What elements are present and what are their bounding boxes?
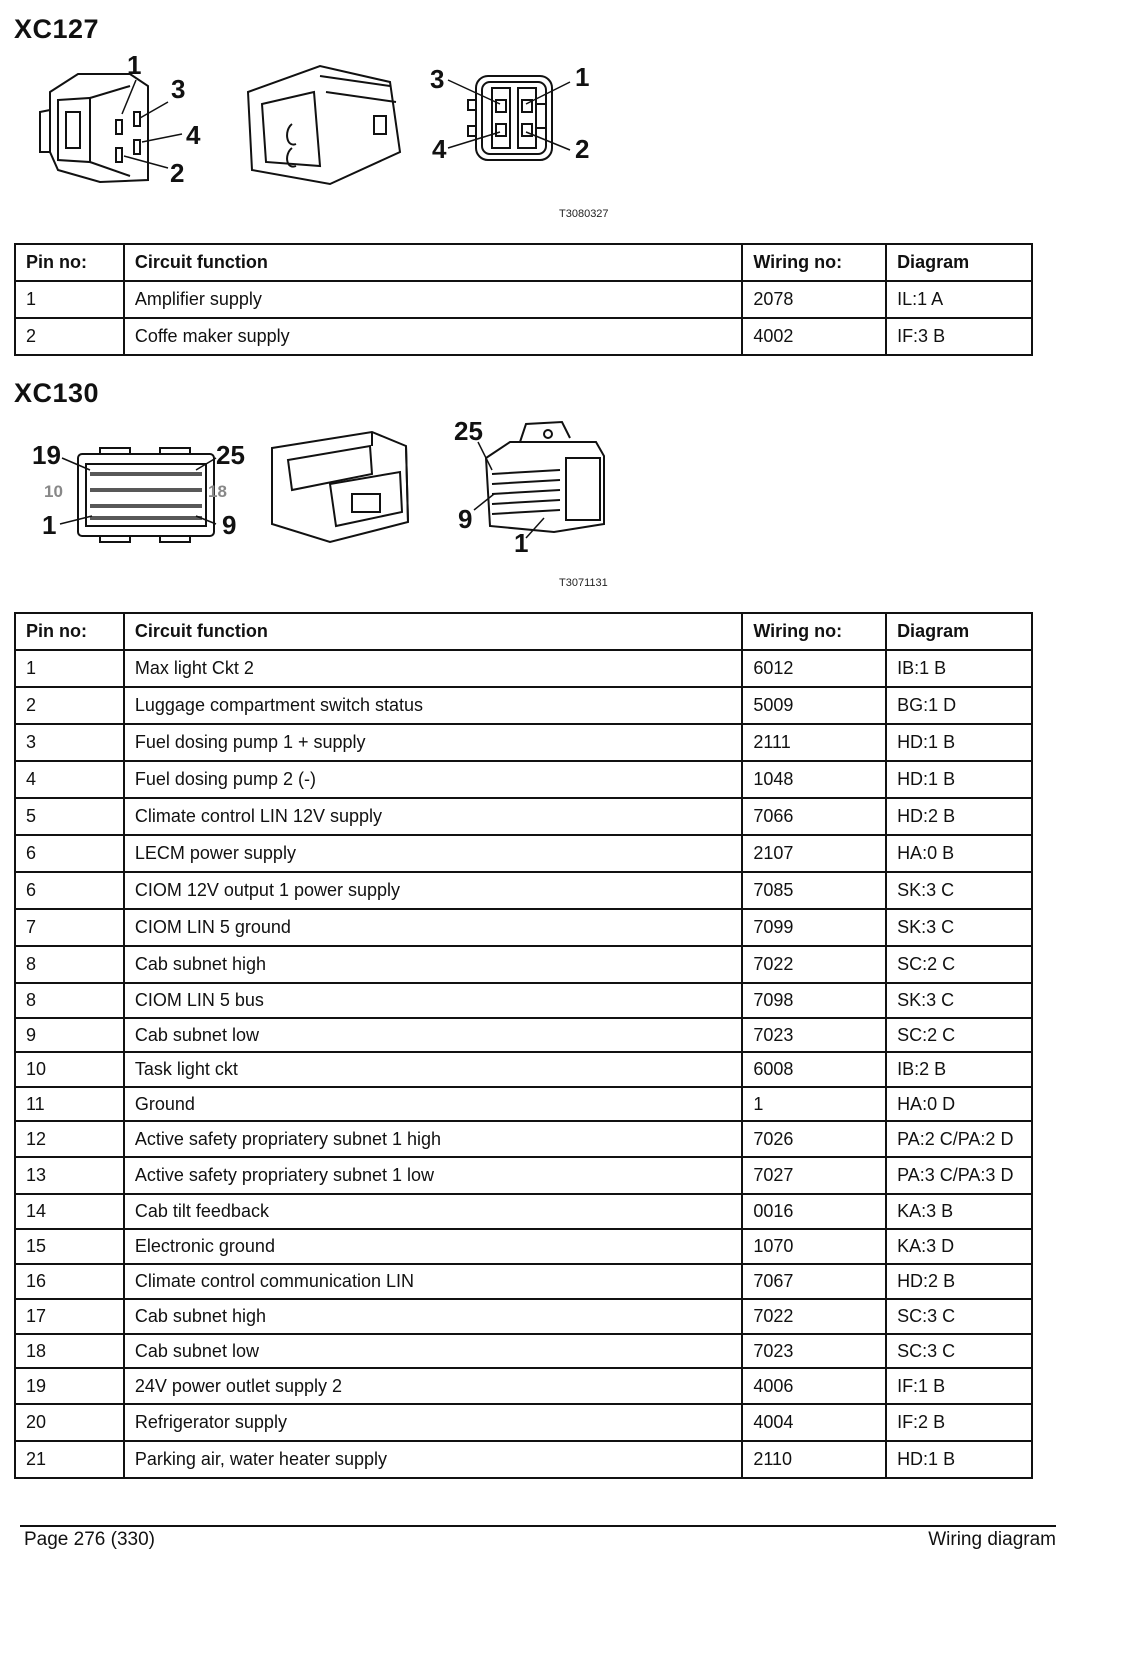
table-row <box>15 1334 1032 1368</box>
circuit-function-cell: Fuel dosing pump 2 (-) <box>124 761 742 798</box>
wiring-no-cell: 7067 <box>742 1264 886 1299</box>
xc127-face-pin-label-1: 1 <box>575 62 590 92</box>
circuit-function-cell: CIOM LIN 5 bus <box>124 983 742 1018</box>
pin-no-cell: 9 <box>15 1018 124 1052</box>
header-circuit-function: Circuit function <box>124 613 742 650</box>
table-row <box>15 946 1032 983</box>
connector-xc130-drawing <box>30 414 630 564</box>
circuit-function-cell: Fuel dosing pump 1 + supply <box>124 724 742 761</box>
table-row <box>15 687 1032 724</box>
wiring-no-cell: 1 <box>742 1087 886 1121</box>
footer-document-title: Wiring diagram <box>928 1529 1056 1550</box>
xc130-side-pin-label-9: 9 <box>458 504 473 534</box>
circuit-function-cell: 24V power outlet supply 2 <box>124 1368 742 1404</box>
xc130-pin-label-10: 10 <box>44 482 63 501</box>
xc130-side-pin-label-25: 25 <box>454 416 483 446</box>
pin-no-cell: 7 <box>15 909 124 946</box>
table-row <box>15 983 1032 1018</box>
pin-no-cell: 16 <box>15 1264 124 1299</box>
header-pin-no: Pin no: <box>15 613 124 650</box>
pin-table-xc127 <box>14 243 1033 356</box>
wiring-no-cell: 7099 <box>742 909 886 946</box>
pin-no-cell: 1 <box>15 650 124 687</box>
diagram-cell: IB:2 B <box>886 1052 1032 1087</box>
wiring-no-cell: 6012 <box>742 650 886 687</box>
table-row <box>15 1404 1032 1441</box>
table-row <box>15 1299 1032 1334</box>
wiring-no-cell: 7066 <box>742 798 886 835</box>
pin-no-cell: 8 <box>15 946 124 983</box>
pin-no-cell: 5 <box>15 798 124 835</box>
wiring-no-cell: 4004 <box>742 1404 886 1441</box>
connector-heading-xc127: XC127 <box>14 14 100 44</box>
table-row <box>15 1194 1032 1229</box>
table-row <box>15 835 1032 872</box>
xc130-side-pin-label-1: 1 <box>514 528 529 558</box>
table-row <box>15 909 1032 946</box>
diagram-cell: BG:1 D <box>886 687 1032 724</box>
pin-table-xc130 <box>14 612 1033 1479</box>
diagram-cell: HD:2 B <box>886 798 1032 835</box>
circuit-function-cell: Refrigerator supply <box>124 1404 742 1441</box>
circuit-function-cell: CIOM 12V output 1 power supply <box>124 872 742 909</box>
diagram-cell: SK:3 C <box>886 909 1032 946</box>
wiring-no-cell: 7085 <box>742 872 886 909</box>
table-row <box>15 281 1032 318</box>
wiring-no-cell: 2107 <box>742 835 886 872</box>
circuit-function-cell: Cab subnet low <box>124 1334 742 1368</box>
circuit-function-cell: Coffe maker supply <box>124 318 742 355</box>
xc130-pin-label-25: 25 <box>216 440 245 470</box>
xc127-face-pin-label-4: 4 <box>432 134 447 164</box>
wiring-no-cell: 2078 <box>742 281 886 318</box>
wiring-no-cell: 2111 <box>742 724 886 761</box>
table-row <box>15 1087 1032 1121</box>
diagram-cell: KA:3 B <box>886 1194 1032 1229</box>
xc130-pin-label-1: 1 <box>42 510 57 540</box>
pin-no-cell: 12 <box>15 1121 124 1157</box>
wiring-no-cell: 7026 <box>742 1121 886 1157</box>
diagram-cell: HD:1 B <box>886 761 1032 798</box>
diagram-cell: IB:1 B <box>886 650 1032 687</box>
diagram-cell: IL:1 A <box>886 281 1032 318</box>
table-row <box>15 798 1032 835</box>
diagram-cell: PA:2 C/PA:2 D <box>886 1121 1032 1157</box>
circuit-function-cell: Task light ckt <box>124 1052 742 1087</box>
diagram-cell: SC:2 C <box>886 946 1032 983</box>
pin-no-cell: 15 <box>15 1229 124 1264</box>
circuit-function-cell: Cab subnet high <box>124 946 742 983</box>
xc127-face-pin-label-3: 3 <box>430 64 445 94</box>
table-row <box>15 1121 1032 1157</box>
wiring-no-cell: 1048 <box>742 761 886 798</box>
table-row <box>15 1157 1032 1194</box>
xc130-pin-label-18: 18 <box>208 482 227 501</box>
pin-no-cell: 3 <box>15 724 124 761</box>
wiring-no-cell: 4002 <box>742 318 886 355</box>
diagram-cell: KA:3 D <box>886 1229 1032 1264</box>
pin-no-cell: 14 <box>15 1194 124 1229</box>
circuit-function-cell: Active safety propriatery subnet 1 high <box>124 1121 742 1157</box>
wiring-no-cell: 5009 <box>742 687 886 724</box>
table-row <box>15 318 1032 355</box>
circuit-function-cell: Amplifier supply <box>124 281 742 318</box>
figure-code-xc130: T3071131 <box>559 577 608 589</box>
table-row <box>15 1441 1032 1478</box>
circuit-function-cell: Cab subnet low <box>124 1018 742 1052</box>
table-row <box>15 1229 1032 1264</box>
table-row <box>15 872 1032 909</box>
xc127-face-pin-label-2: 2 <box>575 134 590 164</box>
connector-xc127-drawing <box>30 52 630 202</box>
diagram-cell: HA:0 B <box>886 835 1032 872</box>
wiring-no-cell: 4006 <box>742 1368 886 1404</box>
diagram-cell: SC:3 C <box>886 1299 1032 1334</box>
diagram-cell: IF:1 B <box>886 1368 1032 1404</box>
wiring-no-cell: 7022 <box>742 1299 886 1334</box>
xc127-pin-label-3: 3 <box>171 74 186 104</box>
pin-no-cell: 18 <box>15 1334 124 1368</box>
pin-no-cell: 11 <box>15 1087 124 1121</box>
wiring-no-cell: 7022 <box>742 946 886 983</box>
wiring-no-cell: 7027 <box>742 1157 886 1194</box>
circuit-function-cell: LECM power supply <box>124 835 742 872</box>
xc130-pin-label-9: 9 <box>222 510 237 540</box>
wiring-no-cell: 2110 <box>742 1441 886 1478</box>
wiring-no-cell: 0016 <box>742 1194 886 1229</box>
xc127-pin-label-2: 2 <box>170 158 185 188</box>
header-wiring-no: Wiring no: <box>742 244 886 281</box>
pin-no-cell: 6 <box>15 835 124 872</box>
table-row <box>15 1018 1032 1052</box>
table-row <box>15 761 1032 798</box>
table-header-row <box>15 613 1032 650</box>
figure-code-xc127: T3080327 <box>559 208 609 220</box>
pin-no-cell: 8 <box>15 983 124 1018</box>
pin-no-cell: 10 <box>15 1052 124 1087</box>
pin-no-cell: 17 <box>15 1299 124 1334</box>
pin-no-cell: 19 <box>15 1368 124 1404</box>
connector-xc127-figure <box>30 52 630 202</box>
table-row <box>15 724 1032 761</box>
circuit-function-cell: Luggage compartment switch status <box>124 687 742 724</box>
circuit-function-cell: Ground <box>124 1087 742 1121</box>
pin-no-cell: 2 <box>15 318 124 355</box>
pin-no-cell: 2 <box>15 687 124 724</box>
circuit-function-cell: Electronic ground <box>124 1229 742 1264</box>
wiring-no-cell: 7098 <box>742 983 886 1018</box>
connector-heading-xc130: XC130 <box>14 378 100 408</box>
header-wiring-no: Wiring no: <box>742 613 886 650</box>
header-diagram: Diagram <box>886 244 1032 281</box>
pin-no-cell: 6 <box>15 872 124 909</box>
pin-no-cell: 21 <box>15 1441 124 1478</box>
diagram-cell: IF:2 B <box>886 1404 1032 1441</box>
diagram-cell: PA:3 C/PA:3 D <box>886 1157 1032 1194</box>
diagram-cell: IF:3 B <box>886 318 1032 355</box>
diagram-cell: HA:0 D <box>886 1087 1032 1121</box>
table-header-row <box>15 244 1032 281</box>
pin-no-cell: 1 <box>15 281 124 318</box>
circuit-function-cell: Cab tilt feedback <box>124 1194 742 1229</box>
diagram-cell: HD:1 B <box>886 724 1032 761</box>
header-pin-no: Pin no: <box>15 244 124 281</box>
circuit-function-cell: Max light Ckt 2 <box>124 650 742 687</box>
xc130-pin-label-19: 19 <box>32 440 61 470</box>
circuit-function-cell: Cab subnet high <box>124 1299 742 1334</box>
header-circuit-function: Circuit function <box>124 244 742 281</box>
header-diagram: Diagram <box>886 613 1032 650</box>
footer-divider <box>20 1525 1056 1527</box>
circuit-function-cell: Climate control LIN 12V supply <box>124 798 742 835</box>
pin-no-cell: 20 <box>15 1404 124 1441</box>
wiring-no-cell: 1070 <box>742 1229 886 1264</box>
circuit-function-cell: Parking air, water heater supply <box>124 1441 742 1478</box>
xc127-pin-label-4: 4 <box>186 120 201 150</box>
table-row <box>15 1368 1032 1404</box>
table-row <box>15 650 1032 687</box>
circuit-function-cell: CIOM LIN 5 ground <box>124 909 742 946</box>
pin-no-cell: 4 <box>15 761 124 798</box>
table-row <box>15 1264 1032 1299</box>
connector-xc130-figure <box>30 414 630 564</box>
table-row <box>15 1052 1032 1087</box>
wiring-no-cell: 7023 <box>742 1018 886 1052</box>
footer-page-number: Page 276 (330) <box>24 1529 155 1550</box>
diagram-cell: SK:3 C <box>886 872 1032 909</box>
diagram-cell: SC:2 C <box>886 1018 1032 1052</box>
diagram-cell: HD:2 B <box>886 1264 1032 1299</box>
wiring-no-cell: 6008 <box>742 1052 886 1087</box>
circuit-function-cell: Climate control communication LIN <box>124 1264 742 1299</box>
circuit-function-cell: Active safety propriatery subnet 1 low <box>124 1157 742 1194</box>
wiring-no-cell: 7023 <box>742 1334 886 1368</box>
diagram-cell: HD:1 B <box>886 1441 1032 1478</box>
diagram-cell: SK:3 C <box>886 983 1032 1018</box>
diagram-cell: SC:3 C <box>886 1334 1032 1368</box>
pin-no-cell: 13 <box>15 1157 124 1194</box>
xc127-pin-label-1: 1 <box>127 50 142 80</box>
